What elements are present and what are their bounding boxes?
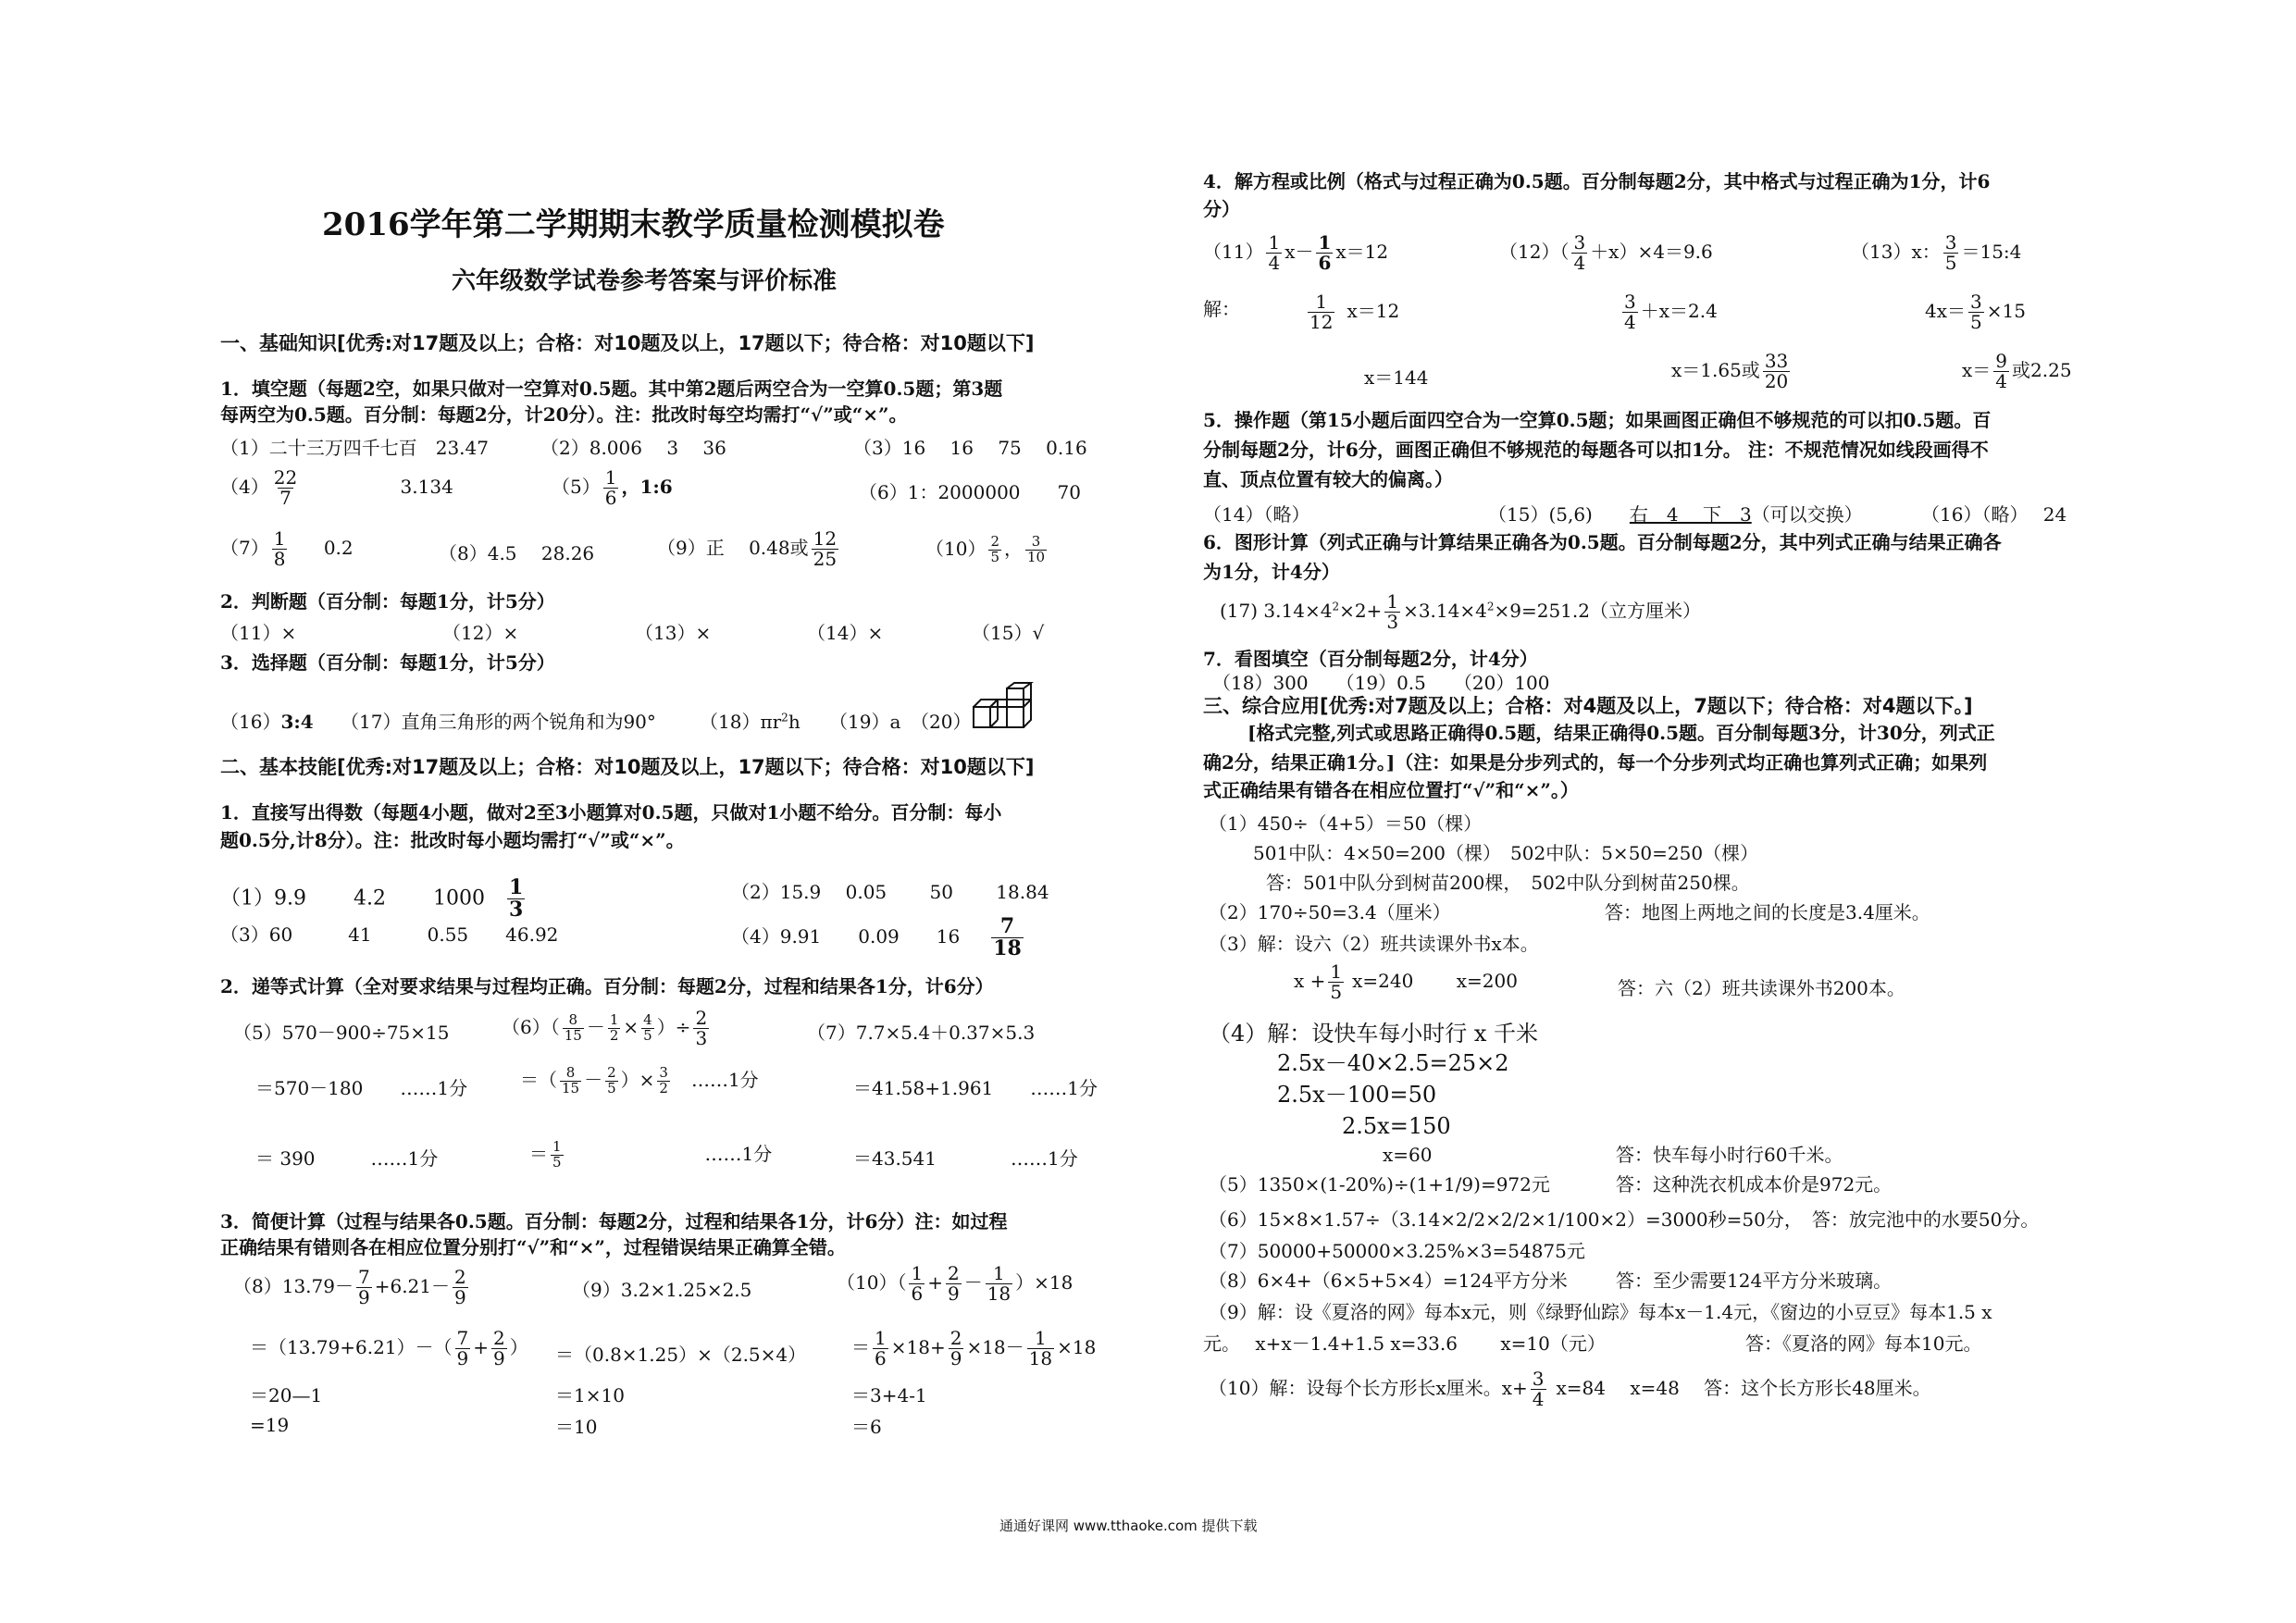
section-2-heading: 二、基本技能[优秀:对17题及以上；合格：对10题及以上，17题以下；待合格：对10题以下] xyxy=(220,756,1035,778)
judge-answer-12: （12）× xyxy=(442,622,519,644)
apply-3-line-1: （3）解：设六（2）班共读课外书x本。 xyxy=(1209,933,1539,955)
fill-answer-9: （9）正 0.48或 $\frac{12}{25}$ xyxy=(657,527,838,570)
fill-answer-10: （10） $\frac{2}{5}$ ， $\frac{3}{10}$ xyxy=(925,533,1046,565)
simplify-9-line-3: ＝1×10 xyxy=(555,1384,625,1406)
apply-2-line-1: （2）170÷50=3.4（厘米） xyxy=(1209,901,1451,923)
operation-heading-cont-2: 直、顶点位置有较大的偏离。） xyxy=(1203,468,1453,490)
direct-calc-4: （4）9.91 0.09 16 $\frac{7}{18}$ xyxy=(731,914,1022,961)
apply-4-line-1: （4）解：设快车每小时行 x 千米 xyxy=(1209,1021,1539,1047)
judge-answer-15: （15）√ xyxy=(972,622,1045,644)
q2-heading: 2．判断题（百分制：每题1分，计5分） xyxy=(220,590,555,613)
eq-13-step: 4x＝ $\frac{3}{5}$ ×15 xyxy=(1925,291,2026,333)
direct-calc-2: （2）15.9 0.05 50 18.84 xyxy=(731,881,1049,903)
simplify-8-line-1: （8）13.79－ $\frac{7}{9}$ +6.21－ $\frac{2}{9}$ xyxy=(233,1266,466,1308)
q1-heading-cont: 每两空为0.5题。百分制：每题2分，计20分）。注：批改时每空均需打“√”或“×”。 xyxy=(220,403,908,426)
apply-3-line-2: x + $\frac{1}{5}$ x=240 x=200 xyxy=(1294,960,1518,1003)
apply-2-answer: 答：地图上两地之间的长度是3.4厘米。 xyxy=(1605,901,1930,923)
operation-answer-14: （14）（略） xyxy=(1203,503,1310,526)
simplify-10-line-3: ＝3+4-1 xyxy=(851,1384,927,1406)
simplify-10-line-2: ＝ $\frac{1}{6}$ ×18+ $\frac{2}{9}$ ×18－ $\frac{1}{18}$ ×18 xyxy=(851,1327,1097,1369)
eq-13-result: x＝ $\frac{9}{4}$ 或2.25 xyxy=(1962,350,2072,392)
apply-7: （7）50000+50000×3.25%×3=54875元 xyxy=(1209,1240,1585,1262)
chart-fill-answers: （18）300 （19）0.5 （20）100 xyxy=(1212,672,1550,694)
apply-9-line-2: 元。 x+x－1.4+1.5 x=33.6 x=10（元） xyxy=(1203,1332,1606,1355)
stepwise-5-line-3: ＝ 390 ……1分 xyxy=(255,1147,439,1170)
simplify-8-line-4: =19 xyxy=(250,1414,290,1436)
simplify-9-line-1: （9）3.2×1.25×2.5 xyxy=(572,1279,752,1301)
apply-1-line-1: （1）450÷（4+5）＝50（棵） xyxy=(1209,812,1483,835)
figure-calc-heading-cont: 为1分，计4分） xyxy=(1203,561,1340,583)
eq-heading-cont: 分） xyxy=(1203,198,1240,220)
apply-4-answer: 答：快车每小时行60千米。 xyxy=(1616,1144,1843,1166)
eq-heading: 4．解方程或比例（格式与过程正确为0.5题。百分制每题2分，其中格式与过程正确为1分，计6 xyxy=(1203,170,1991,192)
eq-12-step: $\frac{3}{4}$ ＋x＝2.4 xyxy=(1624,291,1718,333)
simplify-heading: 3．简便计算（过程与结果各0.5题。百分制：每题2分，过程和结果各1分，计6分）注：如过程 xyxy=(220,1210,1008,1233)
apply-10: （10）解：设每个长方形长x厘米。x+ $\frac{3}{4}$ x=84 x=48 答：这个长方形长48厘米。 xyxy=(1209,1368,1931,1410)
stepwise-7-line-2: ＝41.58+1.961 ……1分 xyxy=(853,1077,1098,1099)
judge-answer-11: （11）× xyxy=(220,622,297,644)
choice-answer-19: （19）a xyxy=(829,711,901,733)
stepwise-6-line-3: ＝ $\frac{1}{5}$ ……1分 xyxy=(529,1138,773,1171)
apply-8-answer: 答：至少需要124平方分米玻璃。 xyxy=(1616,1270,1893,1292)
eq-13: （13）x： $\frac{3}{5}$ ＝15:4 xyxy=(1851,231,2022,274)
stepwise-5-line-1: （5）570－900÷75×15 xyxy=(233,1022,450,1044)
figure-calc-17: (17) $3.14\times 4^2\times 2+$ $\frac{1}{3}$ $\times 3.14\times 4^2\times 9=251.2$（立方厘米） xyxy=(1220,590,1701,633)
direct-calc-heading-cont: 题0.5分,计8分）。注：批改时每小题均需打“√”或“×”。 xyxy=(220,829,685,851)
apply-4-line-5: x=60 xyxy=(1383,1144,1433,1166)
apply-8-line-1: （8）6×4+（6×5+5×4）=124平方分米 xyxy=(1209,1270,1568,1292)
stepwise-7-line-1: （7）7.7×5.4＋0.37×5.3 xyxy=(807,1022,1036,1044)
simplify-heading-cont: 正确结果有错则各在相应位置分别打“√”和“×”，过程错误结果正确算全错。 xyxy=(220,1236,846,1258)
section-3-heading: 三、综合应用[优秀:对7题及以上；合格：对4题及以上，7题以下；待合格：对4题以下。] xyxy=(1203,695,1973,717)
fill-answer-7: （7） $\frac{1}{8}$ 0.2 xyxy=(220,527,354,570)
direct-calc-3: （3）60 41 0.55 46.92 xyxy=(220,923,559,946)
apply-9-line-1: （9）解：设《夏洛的网》每本x元，则《绿野仙踪》每本x－1.4元，《窗边的小豆豆》每本1.5 x xyxy=(1209,1301,1992,1323)
footer-credit: 通通好课网 www.tthaoke.com 提供下载 xyxy=(999,1518,1258,1534)
stepwise-heading: 2．递等式计算（全对要求结果与过程均正确。百分制：每题2分，过程和结果各1分，计6分） xyxy=(220,975,994,997)
apply-1-line-3: 答：501中队分到树苗200棵， 502中队分到树苗250棵。 xyxy=(1266,872,1750,894)
eq-11-result: x＝144 xyxy=(1364,366,1429,389)
eq-12-result: x＝1.65或 $\frac{33}{20}$ xyxy=(1671,350,1789,392)
section-3-note-cont: 确2分，结果正确1分。]（注：如果是分步列式的，每一个分步列式均正确也算列式正确；如果列 xyxy=(1203,751,1988,774)
fill-answer-3: （3）16 16 75 0.16 xyxy=(853,437,1087,459)
simplify-9-line-2: ＝（0.8×1.25）×（2.5×4） xyxy=(555,1344,807,1366)
stepwise-6-line-1: （6）（ $\frac{8}{15}$ － $\frac{1}{2}$ × $\frac{4}{5}$ ）÷ $\frac{2}{3}$ xyxy=(502,1007,708,1049)
fill-answer-4: （4） $\frac{22}{7}$ 3.134 xyxy=(220,466,453,509)
cube-figure-icon xyxy=(970,681,1044,733)
stepwise-5-line-2: ＝570－180 ……1分 xyxy=(255,1077,468,1099)
apply-4-line-4: 2.5x=150 xyxy=(1342,1113,1451,1139)
stepwise-6-line-2: ＝（ $\frac{8}{15}$ － $\frac{2}{5}$ ）× $\frac{3}{2}$ ……1分 xyxy=(520,1064,759,1096)
page-subtitle: 六年级数学试卷参考答案与评价标准 xyxy=(452,267,838,295)
operation-heading: 5．操作题（第15小题后面四空合为一空算0.5题；如果画图正确但不够规范的可以扣0.5题。百 xyxy=(1203,409,1992,431)
section-3-note-cont-2: 式正确结果有错各在相应位置打“√”和“×”。） xyxy=(1203,779,1579,801)
apply-4-line-3: 2.5x－100=50 xyxy=(1277,1082,1437,1108)
fill-answer-1: （1）二十三万四千七百 23.47 xyxy=(220,437,489,459)
choice-answer-18: $(18)\pi r^2h$ xyxy=(700,711,800,733)
simplify-9-line-4: ＝10 xyxy=(555,1416,598,1438)
operation-answer-16: （16）（略） 24 xyxy=(1921,503,2067,526)
apply-5-line-1: （5）1350×(1-20%)÷(1+1/9)=972元 xyxy=(1209,1173,1550,1196)
apply-4-line-2: 2.5x－40×2.5=25×2 xyxy=(1277,1050,1509,1076)
q3-heading: 3．选择题（百分制：每题1分，计5分） xyxy=(220,651,555,674)
figure-calc-heading: 6．图形计算（列式正确与计算结果正确各为0.5题。百分制每题2分，其中列式正确与结果正确各 xyxy=(1203,531,2002,553)
direct-calc-heading: 1．直接写出得数（每题4小题，做对2至3小题算对0.5题，只做对1小题不给分。百分制：每小 xyxy=(220,801,1002,824)
direct-calc-1: （1）9.9 4.2 1000 $\frac{1}{3}$ xyxy=(220,875,524,923)
section-3-note: [格式完整,列式或思路正确得0.5题，结果正确得0.5题。百分制每题3分，计30分，列式正 xyxy=(1247,722,1995,744)
fill-answer-2: （2）8.006 3 36 xyxy=(540,437,726,459)
apply-5-answer: 答：这种洗衣机成本价是972元。 xyxy=(1616,1173,1893,1196)
fill-answer-6: （6）1：2000000 70 xyxy=(859,481,1081,503)
apply-9-answer: 答：《夏洛的网》每本10元。 xyxy=(1745,1332,1982,1355)
apply-1-line-2: 501中队：4×50=200（棵） 502中队：5×50=250（棵） xyxy=(1253,842,1759,864)
eq-solution-label: 解： xyxy=(1203,298,1240,320)
simplify-10-line-4: ＝6 xyxy=(851,1416,882,1438)
fill-answer-5: （5） $\frac{1}{6}$ ，1:6 xyxy=(552,466,673,509)
stepwise-7-line-3: ＝43.541 ……1分 xyxy=(853,1147,1078,1170)
operation-answer-15: （15）(5,6) 右 4 下 3（可以交换） xyxy=(1488,503,1863,526)
chart-fill-heading: 7．看图填空（百分制每题2分，计4分） xyxy=(1203,648,1538,670)
apply-6: （6）15×8×1.57÷（3.14×2/2×2/2×1/100×2）=3000秒=50分， 答：放完池中的水要50分。 xyxy=(1209,1208,2040,1231)
simplify-8-line-2: ＝（13.79+6.21）－（ $\frac{7}{9}$ + $\frac{2}{9}$ ） xyxy=(250,1327,528,1369)
judge-answer-13: （13）× xyxy=(635,622,712,644)
eq-11: （11） $\frac{1}{4}$ x－ $\frac{1}{6}$ x＝12 xyxy=(1203,231,1389,274)
choice-answer-16: （16）3:4 xyxy=(220,711,314,733)
choice-answer-17: （17）直角三角形的两个锐角和为90° xyxy=(341,711,656,733)
q1-heading: 1．填空题（每题2空，如果只做对一空算对0.5题。其中第2题后两空合为一空算0.5题；第3题 xyxy=(220,378,1003,400)
simplify-10-line-1: （10）（ $\frac{1}{6}$ + $\frac{2}{9}$ － $\frac{1}{18}$ ）×18 xyxy=(837,1262,1074,1305)
judge-answer-14: （14）× xyxy=(807,622,884,644)
choice-answer-20: （20） xyxy=(911,711,972,733)
eq-12: （12）（ $\frac{3}{4}$ ＋x）×4＝9.6 xyxy=(1499,231,1713,274)
simplify-8-line-3: ＝20—1 xyxy=(250,1384,323,1406)
eq-11-step: $\frac{1}{12}$ x＝12 xyxy=(1309,291,1400,333)
operation-heading-cont: 分制每题2分，计6分，画图正确但不够规范的每题各可以扣1分。 注：不规范情况如线段画得不 xyxy=(1203,439,1989,461)
apply-3-answer: 答：六（2）班共读课外书200本。 xyxy=(1618,977,1905,999)
page-title: 2016学年第二学期期末教学质量检测模拟卷 xyxy=(322,206,945,243)
section-1-heading: 一、基础知识[优秀:对17题及以上；合格：对10题及以上，17题以下；待合格：对10题以下] xyxy=(220,332,1035,354)
fill-answer-8: （8）4.5 28.26 xyxy=(439,542,595,564)
